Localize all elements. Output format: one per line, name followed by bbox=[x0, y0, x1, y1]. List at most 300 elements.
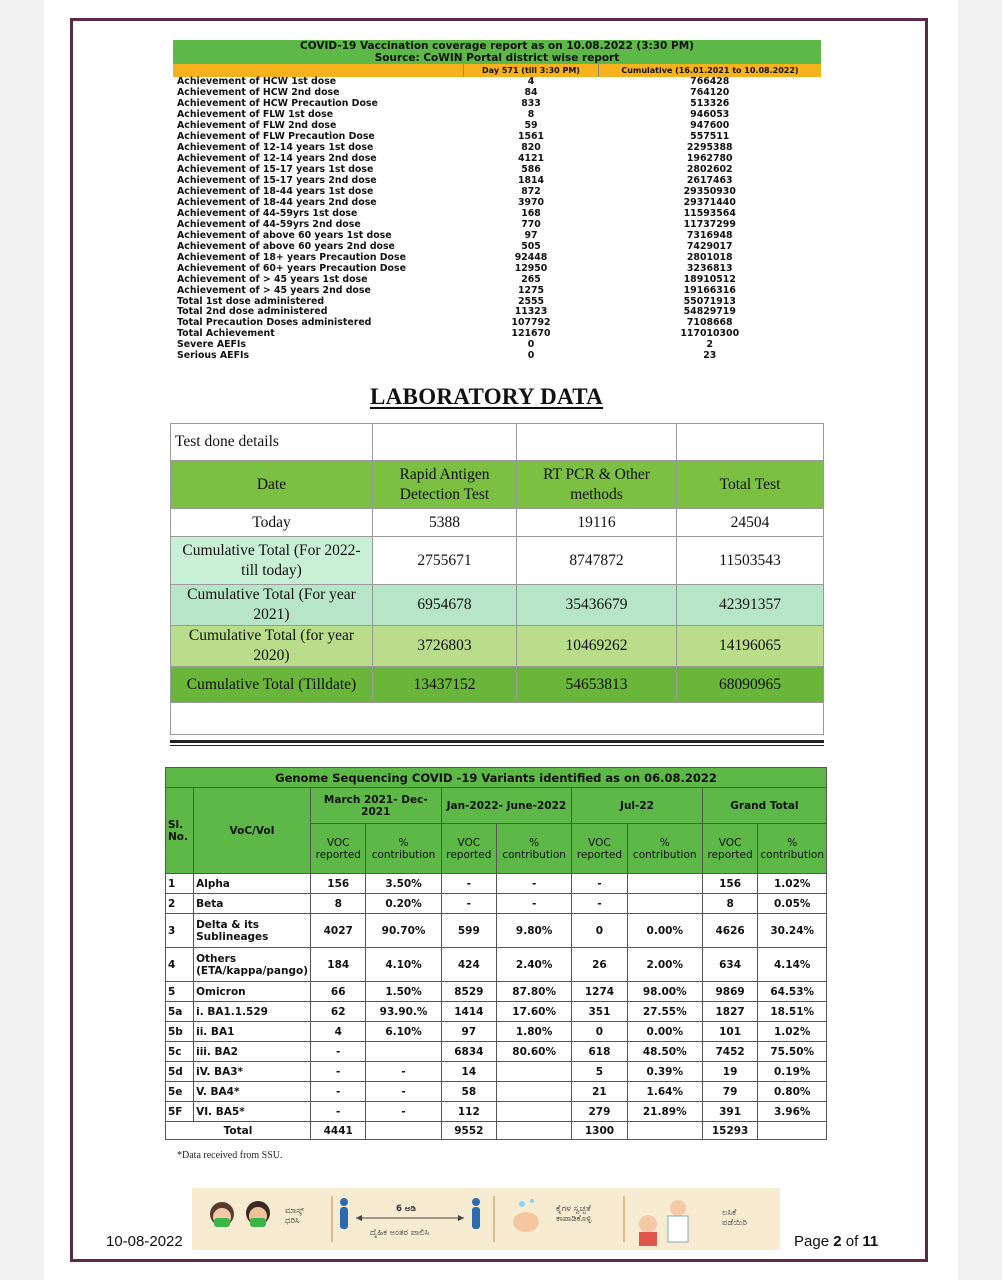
genome-pct-value: 30.24% bbox=[758, 914, 827, 948]
genome-sl-no: 3 bbox=[166, 914, 194, 948]
genome-variant-name: iii. BA2 bbox=[194, 1042, 311, 1062]
vaccination-day-value: 168 bbox=[521, 207, 541, 219]
vaccination-header-cumulative: Cumulative (16.01.2021 to 10.08.2022) bbox=[599, 64, 822, 77]
page-label: Page bbox=[794, 1233, 830, 1250]
banner-illustration bbox=[192, 1188, 780, 1250]
vaccination-row-label: Achievement of above 60 years 1st dose bbox=[177, 229, 392, 241]
vaccination-row bbox=[173, 263, 821, 274]
genome-pct-value bbox=[497, 1102, 572, 1122]
genome-header-period: Grand Total bbox=[702, 788, 826, 824]
genome-voc-value: 58 bbox=[441, 1082, 496, 1102]
genome-total-value: 4441 bbox=[310, 1122, 365, 1140]
vaccination-day-value: 1275 bbox=[517, 284, 545, 296]
genome-pct-value: - bbox=[366, 1102, 441, 1122]
genome-pct-value: 1.50% bbox=[366, 982, 441, 1002]
genome-pct-value: - bbox=[366, 1062, 441, 1082]
genome-voc-value: 424 bbox=[441, 948, 496, 982]
genome-total-value: 9552 bbox=[441, 1122, 496, 1140]
genome-total-value bbox=[627, 1122, 702, 1140]
lab-row-label: Cumulative Total (For year 2021) bbox=[171, 585, 373, 626]
vaccination-row bbox=[173, 351, 821, 362]
genome-voc-value: - bbox=[310, 1082, 365, 1102]
vaccination-row-label: Achievement of 15-17 years 1st dose bbox=[177, 164, 374, 176]
genome-variant-name: Beta bbox=[194, 894, 311, 914]
genome-pct-value: 6.10% bbox=[366, 1022, 441, 1042]
genome-pct-value: 64.53% bbox=[758, 982, 827, 1002]
genome-row bbox=[166, 982, 827, 1002]
lab-header-date: Date bbox=[171, 461, 373, 509]
vaccination-cumulative-value: 29350930 bbox=[683, 186, 736, 197]
genome-pct-value: 0.00% bbox=[627, 914, 702, 948]
vaccination-row-label: Total 1st dose administered bbox=[177, 295, 325, 307]
genome-pct-value: - bbox=[497, 894, 572, 914]
vaccination-row bbox=[173, 88, 821, 99]
genome-sl-no: 5 bbox=[166, 982, 194, 1002]
genome-voc-value: 8 bbox=[310, 894, 365, 914]
vaccination-row-label: Achievement of HCW Precaution Dose bbox=[177, 98, 378, 110]
genome-voc-value: - bbox=[310, 1062, 365, 1082]
vaccination-day-value: 0 bbox=[527, 350, 535, 362]
hand-wash-icon bbox=[513, 1199, 539, 1232]
genome-voc-value: 19 bbox=[702, 1062, 758, 1082]
vaccination-cumulative-value: 55071913 bbox=[683, 295, 736, 307]
vaccination-row bbox=[173, 154, 821, 165]
vaccination-cumulative-value: 11737299 bbox=[683, 218, 736, 230]
genome-variant-name: i. BA1.1.529 bbox=[194, 1002, 311, 1022]
genome-pct-value: - bbox=[497, 874, 572, 894]
genome-voc-value: 6834 bbox=[441, 1042, 496, 1062]
vaccination-day-value: 3970 bbox=[517, 196, 545, 208]
vaccination-row-label: Achievement of FLW 2nd dose bbox=[177, 120, 337, 132]
laboratory-data-title: LABORATORY DATA bbox=[370, 384, 604, 409]
genome-pct-value: 0.00% bbox=[627, 1022, 702, 1042]
vaccination-row-label: Total Achievement bbox=[177, 328, 275, 340]
genome-voc-value: 8529 bbox=[441, 982, 496, 1002]
genome-header-period: March 2021- Dec-2021 bbox=[310, 788, 441, 824]
genome-voc-value: - bbox=[310, 1102, 365, 1122]
genome-pct-value: 3.96% bbox=[758, 1102, 827, 1122]
vaccination-table bbox=[173, 40, 821, 362]
vaccination-cumulative-value: 2295388 bbox=[686, 142, 733, 154]
vaccination-row bbox=[173, 99, 821, 110]
genome-pct-value: 18.51% bbox=[758, 1002, 827, 1022]
vaccination-cumulative-value: 2801018 bbox=[686, 251, 733, 263]
page-number bbox=[794, 1233, 878, 1250]
genome-pct-value: 2.40% bbox=[497, 948, 572, 982]
genome-pct-value: 9.80% bbox=[497, 914, 572, 948]
page-of: of bbox=[845, 1233, 859, 1250]
vaccination-row bbox=[173, 285, 821, 296]
genome-pct-value bbox=[366, 1042, 441, 1062]
vaccination-day-value: 586 bbox=[521, 164, 541, 176]
genome-subheader-pct: % contribution bbox=[366, 824, 441, 874]
vaccination-day-value: 8 bbox=[527, 109, 535, 121]
genome-pct-value: 90.70% bbox=[366, 914, 441, 948]
vaccination-row-label: Achievement of 60+ years Precaution Dose bbox=[177, 262, 406, 274]
genome-voc-value: 9869 bbox=[702, 982, 758, 1002]
vaccination-row bbox=[173, 165, 821, 176]
lab-cell-total: 42391357 bbox=[677, 585, 824, 626]
genome-voc-value: - bbox=[572, 874, 627, 894]
genome-subheader-voc: VOC reported bbox=[702, 824, 758, 874]
genome-row bbox=[166, 1042, 827, 1062]
genome-voc-value: 156 bbox=[310, 874, 365, 894]
vaccination-day-value: 59 bbox=[524, 120, 538, 132]
vaccination-cumulative-value: 764120 bbox=[690, 87, 730, 99]
vaccination-row bbox=[173, 197, 821, 208]
banner-text-handwash: ಕೈಗಳ ಸ್ವಚ್ಛತೆ ಕಾಪಾಡಿಕೊಳ್ಳಿ bbox=[556, 1204, 592, 1224]
vaccination-cumulative-value: 1962780 bbox=[686, 153, 733, 165]
vaccination-row bbox=[173, 329, 821, 340]
vaccination-row-label: Achievement of 44-59yrs 1st dose bbox=[177, 207, 358, 219]
vaccination-row-label: Total 2nd dose administered bbox=[177, 306, 328, 318]
genome-voc-value: - bbox=[441, 894, 496, 914]
genome-voc-value: 112 bbox=[441, 1102, 496, 1122]
vaccination-day-value: 820 bbox=[521, 142, 541, 154]
genome-voc-value: 391 bbox=[702, 1102, 758, 1122]
lab-cell-rtpcr: 19116 bbox=[517, 509, 677, 537]
genome-pct-value: 75.50% bbox=[758, 1042, 827, 1062]
vaccination-title: COVID-19 Vaccination coverage report as on 10.08.2022 (3:30 PM) bbox=[173, 40, 821, 53]
genome-voc-value: - bbox=[572, 894, 627, 914]
genome-title: Genome Sequencing COVID -19 Variants identified as on 06.08.2022 bbox=[166, 768, 827, 788]
vaccination-day-value: 1814 bbox=[517, 175, 545, 187]
genome-header-period: Jan-2022- June-2022 bbox=[441, 788, 572, 824]
vaccination-source: Source: CoWIN Portal district wise report bbox=[173, 53, 821, 64]
vaccination-row bbox=[173, 252, 821, 263]
page-current: 2 bbox=[833, 1233, 842, 1250]
vaccination-row bbox=[173, 241, 821, 252]
vaccination-day-value: 4 bbox=[527, 76, 535, 88]
genome-voc-value: 97 bbox=[441, 1022, 496, 1042]
lab-header-rat: Rapid Antigen Detection Test bbox=[373, 461, 517, 509]
vaccination-row-label: Achievement of 15-17 years 2nd dose bbox=[177, 175, 377, 187]
vaccination-row bbox=[173, 176, 821, 187]
vaccination-row-label: Achievement of above 60 years 2nd dose bbox=[177, 240, 395, 252]
vaccination-cumulative-value: 7429017 bbox=[686, 240, 733, 252]
genome-header-sl: Sl. No. bbox=[166, 788, 194, 874]
genome-row bbox=[166, 874, 827, 894]
genome-voc-value: 634 bbox=[702, 948, 758, 982]
vaccination-row-label: Serious AEFIs bbox=[177, 350, 250, 362]
genome-pct-value: 0.80% bbox=[758, 1082, 827, 1102]
genome-voc-value: 1414 bbox=[441, 1002, 496, 1022]
genome-pct-value: - bbox=[366, 1082, 441, 1102]
genome-variant-name: Delta & its Sublineages bbox=[194, 914, 311, 948]
genome-row bbox=[166, 1082, 827, 1102]
vaccination-cumulative-value: 7108668 bbox=[686, 317, 733, 329]
vaccination-day-value: 505 bbox=[521, 240, 541, 252]
vaccination-day-value: 121670 bbox=[511, 328, 551, 340]
vaccination-cumulative-value: 117010300 bbox=[680, 328, 740, 340]
vaccination-row-label: Achievement of FLW Precaution Dose bbox=[177, 131, 375, 143]
genome-pct-value: 80.60% bbox=[497, 1042, 572, 1062]
genome-voc-value: 66 bbox=[310, 982, 365, 1002]
genome-voc-value: 1827 bbox=[702, 1002, 758, 1022]
genome-total-row bbox=[166, 1122, 827, 1140]
vaccination-row bbox=[173, 219, 821, 230]
masked-faces-icon bbox=[210, 1201, 270, 1227]
genome-pct-value: 87.80% bbox=[497, 982, 572, 1002]
genome-sl-no: 1 bbox=[166, 874, 194, 894]
vaccination-day-value: 107792 bbox=[511, 317, 551, 329]
vaccination-row bbox=[173, 77, 821, 88]
genome-voc-value: 14 bbox=[441, 1062, 496, 1082]
lab-cell-total: 11503543 bbox=[677, 537, 824, 585]
genome-variant-name: Alpha bbox=[194, 874, 311, 894]
genome-pct-value: 1.80% bbox=[497, 1022, 572, 1042]
vaccination-row-label: Achievement of 44-59yrs 2nd dose bbox=[177, 218, 361, 230]
lab-cell-rat: 6954678 bbox=[373, 585, 517, 626]
genome-sl-no: 5c bbox=[166, 1042, 194, 1062]
genome-pct-value bbox=[497, 1062, 572, 1082]
genome-pct-value: 4.10% bbox=[366, 948, 441, 982]
genome-row bbox=[166, 1102, 827, 1122]
vaccination-cumulative-value: 29371440 bbox=[683, 196, 736, 208]
genome-sl-no: 5a bbox=[166, 1002, 194, 1022]
vaccination-row bbox=[173, 230, 821, 241]
lab-cell-rat: 3726803 bbox=[373, 626, 517, 667]
genome-table bbox=[165, 767, 827, 1140]
laboratory-table bbox=[170, 423, 824, 735]
vaccination-cumulative-value: 946053 bbox=[690, 109, 730, 121]
genome-subheader-pct: % contribution bbox=[758, 824, 827, 874]
vaccination-cumulative-value: 7316948 bbox=[686, 229, 733, 241]
genome-voc-value: 184 bbox=[310, 948, 365, 982]
genome-voc-value: 101 bbox=[702, 1022, 758, 1042]
genome-total-value bbox=[497, 1122, 572, 1140]
vaccination-day-value: 92448 bbox=[514, 251, 548, 263]
genome-variant-name: Others (ETA/kappa/pango) bbox=[194, 948, 311, 982]
lab-blank-cell bbox=[677, 424, 824, 461]
genome-subheader-voc: VOC reported bbox=[441, 824, 496, 874]
genome-voc-value: 26 bbox=[572, 948, 627, 982]
genome-variant-name: VI. BA5* bbox=[194, 1102, 311, 1122]
genome-voc-value: 0 bbox=[572, 914, 627, 948]
genome-pct-value: 2.00% bbox=[627, 948, 702, 982]
vaccination-row bbox=[173, 318, 821, 329]
lab-row-label: Cumulative Total (For 2022- till today) bbox=[171, 537, 373, 585]
vaccination-day-value: 265 bbox=[521, 273, 541, 285]
vaccination-cumulative-value: 557511 bbox=[690, 131, 730, 143]
genome-voc-value: 21 bbox=[572, 1082, 627, 1102]
genome-pct-value bbox=[627, 874, 702, 894]
vaccination-row-label: Severe AEFIs bbox=[177, 339, 246, 351]
vaccination-cumulative-value: 513326 bbox=[690, 98, 730, 110]
vaccination-day-value: 84 bbox=[524, 87, 538, 99]
lab-cell-total: 14196065 bbox=[677, 626, 824, 667]
genome-voc-value: - bbox=[310, 1042, 365, 1062]
genome-variant-name: ii. BA1 bbox=[194, 1022, 311, 1042]
lab-cell-rtpcr: 10469262 bbox=[517, 626, 677, 667]
vaccination-row bbox=[173, 110, 821, 121]
banner-text-vaccine: ಲಸಿಕೆ ಪಡೆಯಿರಿ bbox=[722, 1208, 747, 1228]
genome-voc-value: 79 bbox=[702, 1082, 758, 1102]
vaccination-row-label: Achievement of 18-44 years 2nd dose bbox=[177, 196, 377, 208]
vaccination-row-label: Achievement of 12-14 years 1st dose bbox=[177, 142, 374, 154]
genome-row bbox=[166, 894, 827, 914]
lab-row-label: Cumulative Total (for year 2020) bbox=[171, 626, 373, 667]
genome-pct-value: 3.50% bbox=[366, 874, 441, 894]
genome-row bbox=[166, 1022, 827, 1042]
vaccination-day-value: 2555 bbox=[517, 295, 545, 307]
genome-voc-value: 618 bbox=[572, 1042, 627, 1062]
genome-header-voc: VoC/VoI bbox=[194, 788, 311, 874]
genome-pct-value: 17.60% bbox=[497, 1002, 572, 1022]
genome-voc-value: 599 bbox=[441, 914, 496, 948]
lab-cell-rtpcr: 8747872 bbox=[517, 537, 677, 585]
genome-voc-value: 4 bbox=[310, 1022, 365, 1042]
vaccination-day-value: 770 bbox=[521, 218, 541, 230]
vaccination-day-value: 4121 bbox=[517, 153, 545, 165]
vaccination-cumulative-value: 19166316 bbox=[683, 284, 736, 296]
genome-row bbox=[166, 914, 827, 948]
genome-voc-value: - bbox=[441, 874, 496, 894]
lab-cell-rat: 5388 bbox=[373, 509, 517, 537]
genome-voc-value: 279 bbox=[572, 1102, 627, 1122]
lab-cell-rtpcr: 54653813 bbox=[517, 667, 677, 703]
vaccination-cumulative-value: 23 bbox=[703, 350, 717, 362]
lab-row-label: Today bbox=[171, 509, 373, 537]
vaccination-cumulative-value: 11593564 bbox=[683, 207, 736, 219]
vaccination-header-blank bbox=[173, 64, 464, 77]
vaccination-cumulative-value: 54829719 bbox=[683, 306, 736, 318]
footer-date: 10-08-2022 bbox=[106, 1233, 183, 1250]
genome-subheader-voc: VOC reported bbox=[572, 824, 627, 874]
page-total: 11 bbox=[862, 1233, 879, 1250]
vaccination-row bbox=[173, 340, 821, 351]
test-done-details-label: Test done details bbox=[171, 424, 373, 461]
vaccination-row-label: Achievement of HCW 2nd dose bbox=[177, 87, 340, 99]
lab-blank-row bbox=[171, 703, 824, 735]
genome-sl-no: 4 bbox=[166, 948, 194, 982]
covid-appropriate-behaviour-banner bbox=[192, 1188, 780, 1250]
genome-pct-value: 48.50% bbox=[627, 1042, 702, 1062]
genome-pct-value: 0.20% bbox=[366, 894, 441, 914]
lab-header-rtpcr: RT PCR & Other methods bbox=[517, 461, 677, 509]
vaccination-row-label: Achievement of HCW 1st dose bbox=[177, 76, 337, 88]
genome-voc-value: 5 bbox=[572, 1062, 627, 1082]
genome-total-value: 15293 bbox=[702, 1122, 758, 1140]
vaccination-cumulative-value: 947600 bbox=[690, 120, 730, 132]
banner-text-distance-caption: ದೈಹಿಕ ಅಂತರ ಪಾಲಿಸಿ bbox=[370, 1228, 430, 1238]
genome-total-label: Total bbox=[166, 1122, 311, 1140]
vaccination-row bbox=[173, 296, 821, 307]
genome-row bbox=[166, 948, 827, 982]
genome-subheader-pct: % contribution bbox=[497, 824, 572, 874]
genome-sl-no: 5b bbox=[166, 1022, 194, 1042]
vaccination-row-label: Achievement of > 45 years 1st dose bbox=[177, 273, 368, 285]
genome-pct-value: 1.64% bbox=[627, 1082, 702, 1102]
vaccination-row-label: Achievement of 18-44 years 1st dose bbox=[177, 186, 374, 197]
vaccination-cumulative-value: 766428 bbox=[690, 76, 730, 88]
genome-voc-value: 0 bbox=[572, 1022, 627, 1042]
vaccination-day-value: 12950 bbox=[514, 262, 548, 274]
lab-cell-rat: 13437152 bbox=[373, 667, 517, 703]
vaccination-day-value: 0 bbox=[527, 339, 535, 351]
genome-sl-no: 5e bbox=[166, 1082, 194, 1102]
vaccination-day-value: 97 bbox=[524, 229, 538, 241]
genome-pct-value: 93.90.% bbox=[366, 1002, 441, 1022]
genome-voc-value: 1274 bbox=[572, 982, 627, 1002]
vaccination-cumulative-value: 2802602 bbox=[686, 164, 733, 176]
genome-sl-no: 2 bbox=[166, 894, 194, 914]
lab-cell-rtpcr: 35436679 bbox=[517, 585, 677, 626]
vaccination-row bbox=[173, 274, 821, 285]
genome-variant-name: iV. BA3* bbox=[194, 1062, 311, 1082]
vaccination-row bbox=[173, 121, 821, 132]
genome-row bbox=[166, 1062, 827, 1082]
genome-total-value bbox=[366, 1122, 441, 1140]
section-divider bbox=[170, 740, 824, 743]
vaccination-row bbox=[173, 208, 821, 219]
genome-sl-no: 5F bbox=[166, 1102, 194, 1122]
vaccination-day-value: 872 bbox=[521, 186, 541, 197]
genome-variant-name: Omicron bbox=[194, 982, 311, 1002]
genome-sl-no: 5d bbox=[166, 1062, 194, 1082]
lab-row-label: Cumulative Total (Tilldate) bbox=[171, 667, 373, 703]
genome-pct-value: 98.00% bbox=[627, 982, 702, 1002]
genome-row bbox=[166, 1002, 827, 1022]
vaccination-day-value: 11323 bbox=[514, 306, 548, 318]
genome-pct-value bbox=[497, 1082, 572, 1102]
genome-voc-value: 8 bbox=[702, 894, 758, 914]
vaccination-row bbox=[173, 307, 821, 318]
vaccination-icon bbox=[639, 1200, 688, 1246]
genome-total-value: 1300 bbox=[572, 1122, 627, 1140]
vaccination-row-label: Achievement of 18+ years Precaution Dose bbox=[177, 251, 406, 263]
genome-pct-value: 0.19% bbox=[758, 1062, 827, 1082]
genome-pct-value: 0.05% bbox=[758, 894, 827, 914]
banner-text-mask: ಮಾಸ್ಕ್ ಧರಿಸಿ bbox=[285, 1206, 305, 1226]
vaccination-row bbox=[173, 187, 821, 198]
lab-blank-cell bbox=[373, 424, 517, 461]
vaccination-row bbox=[173, 143, 821, 154]
genome-voc-value: 7452 bbox=[702, 1042, 758, 1062]
genome-pct-value: 27.55% bbox=[627, 1002, 702, 1022]
genome-voc-value: 4626 bbox=[702, 914, 758, 948]
vaccination-day-value: 1561 bbox=[517, 131, 545, 143]
vaccination-row bbox=[173, 132, 821, 143]
genome-pct-value: 0.39% bbox=[627, 1062, 702, 1082]
genome-pct-value: 21.89% bbox=[627, 1102, 702, 1122]
genome-pct-value: 1.02% bbox=[758, 1022, 827, 1042]
footnote: *Data received from SSU. bbox=[177, 1150, 283, 1161]
vaccination-cumulative-value: 2617463 bbox=[686, 175, 733, 187]
vaccination-cumulative-value: 3236813 bbox=[686, 262, 733, 274]
banner-text-distance: 6 ಅಡಿ bbox=[396, 1204, 416, 1214]
vaccination-cumulative-value: 18910512 bbox=[683, 273, 736, 285]
vaccination-row-label: Achievement of FLW 1st dose bbox=[177, 109, 334, 121]
section-divider bbox=[170, 745, 824, 746]
lab-cell-total: 68090965 bbox=[677, 667, 824, 703]
lab-header-total: Total Test bbox=[677, 461, 824, 509]
genome-pct-value: 1.02% bbox=[758, 874, 827, 894]
lab-blank-cell bbox=[517, 424, 677, 461]
vaccination-day-value: 833 bbox=[521, 98, 541, 110]
genome-header-period: Jul-22 bbox=[572, 788, 703, 824]
genome-subheader-voc: VOC reported bbox=[310, 824, 365, 874]
vaccination-row-label: Achievement of 12-14 years 2nd dose bbox=[177, 153, 377, 165]
vaccination-row-label: Achievement of > 45 years 2nd dose bbox=[177, 284, 371, 296]
genome-variant-name: V. BA4* bbox=[194, 1082, 311, 1102]
vaccination-row-label: Total Precaution Doses administered bbox=[177, 317, 372, 329]
genome-voc-value: 62 bbox=[310, 1002, 365, 1022]
genome-voc-value: 351 bbox=[572, 1002, 627, 1022]
genome-voc-value: 156 bbox=[702, 874, 758, 894]
genome-total-value bbox=[758, 1122, 827, 1140]
lab-cell-rat: 2755671 bbox=[373, 537, 517, 585]
